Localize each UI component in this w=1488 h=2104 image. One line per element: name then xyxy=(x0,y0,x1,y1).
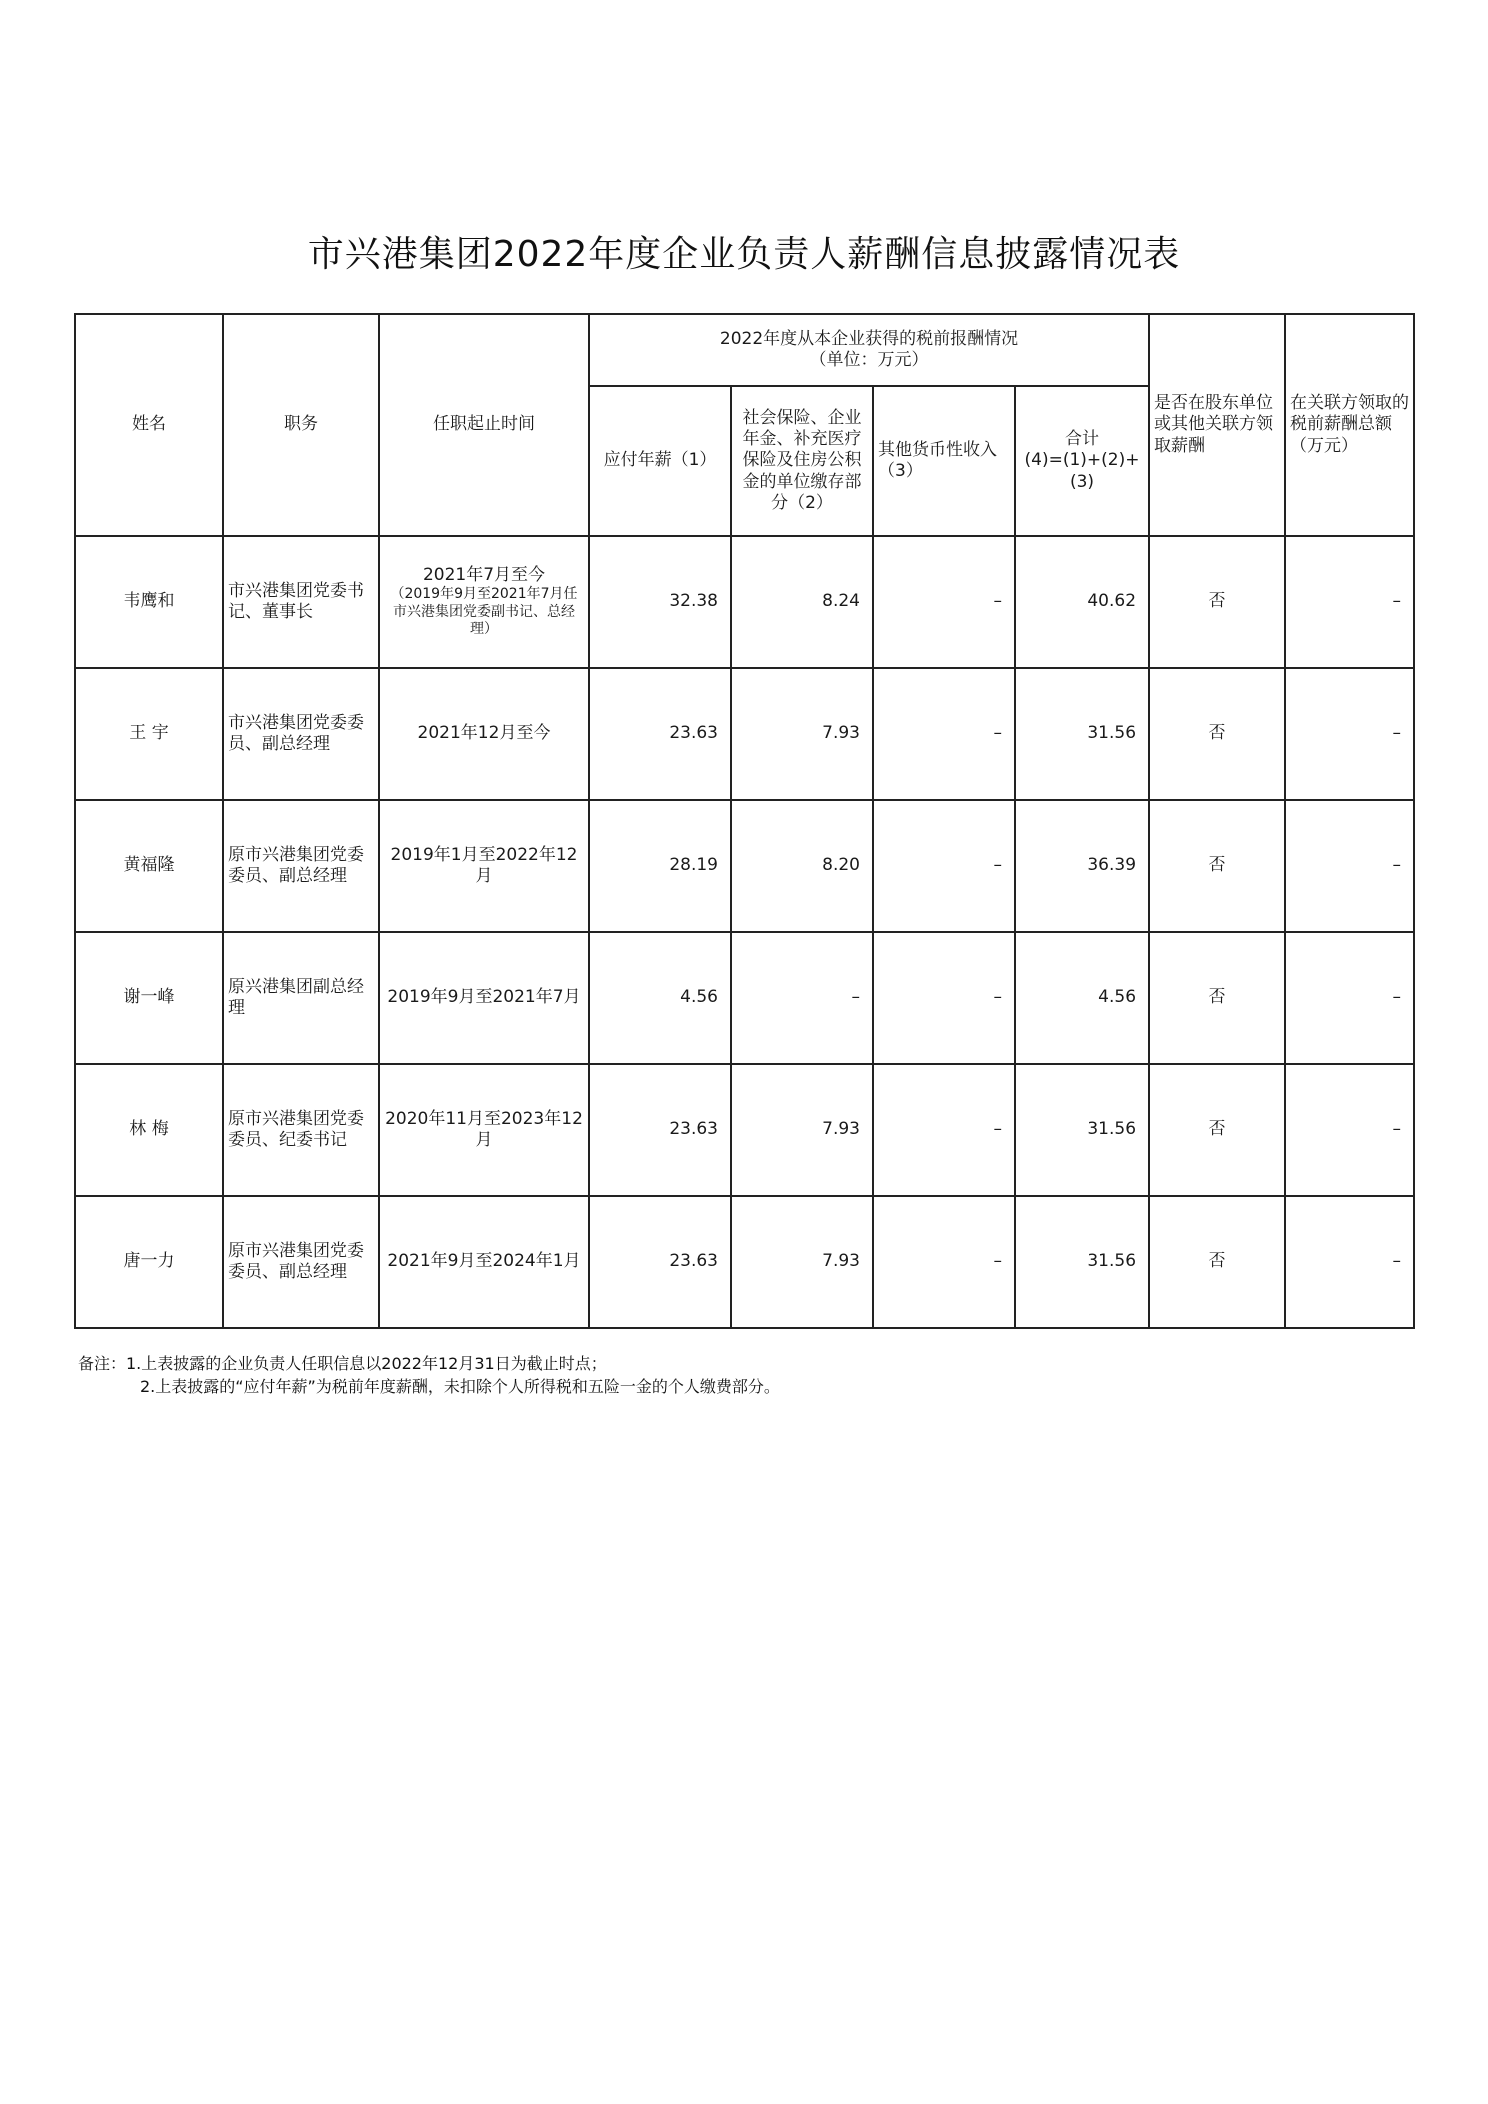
term-main: 2019年9月至2021年7月 xyxy=(387,987,581,1008)
cell-shareholder: 否 xyxy=(1149,536,1285,668)
cell-insurance: 7.93 xyxy=(731,1064,873,1196)
cell-position: 原市兴港集团党委委员、副总经理 xyxy=(223,1196,379,1328)
cell-related: – xyxy=(1285,1196,1414,1328)
cell-related: – xyxy=(1285,1064,1414,1196)
cell-related: – xyxy=(1285,932,1414,1064)
cell-salary: 28.19 xyxy=(589,800,731,932)
header-position: 职务 xyxy=(223,314,379,536)
cell-name: 谢一峰 xyxy=(75,932,223,1064)
table-row xyxy=(75,1064,1414,1196)
cell-term xyxy=(379,536,589,668)
cell-shareholder: 否 xyxy=(1149,1196,1285,1328)
header-total-line2: (4)=(1)+(2)+(3) xyxy=(1024,450,1140,492)
cell-other: – xyxy=(873,800,1015,932)
cell-shareholder: 否 xyxy=(1149,1064,1285,1196)
cell-name: 林 梅 xyxy=(75,1064,223,1196)
cell-insurance: 8.20 xyxy=(731,800,873,932)
page-title: 市兴港集团2022年度企业负责人薪酬信息披露情况表 xyxy=(307,234,1181,275)
cell-insurance: 8.24 xyxy=(731,536,873,668)
cell-other: – xyxy=(873,1064,1015,1196)
cell-related: – xyxy=(1285,668,1414,800)
note-line-1: 备注：1.上表披露的企业负责人任职信息以2022年12月31日为截止时点； xyxy=(78,1354,607,1373)
cell-total: 31.56 xyxy=(1015,668,1149,800)
table-row xyxy=(75,668,1414,800)
cell-position: 原市兴港集团党委委员、副总经理 xyxy=(223,800,379,932)
header-group xyxy=(589,314,1149,386)
term-note: （2019年9月至2021年7月任市兴港集团党委副书记、总经理） xyxy=(390,586,578,638)
term-main: 2019年1月至2022年12月 xyxy=(390,844,578,886)
table-row xyxy=(75,800,1414,932)
cell-total: 36.39 xyxy=(1015,800,1149,932)
cell-name: 唐一力 xyxy=(75,1196,223,1328)
cell-position: 市兴港集团党委书记、董事长 xyxy=(223,536,379,668)
table-row xyxy=(75,536,1414,668)
cell-total: 40.62 xyxy=(1015,536,1149,668)
salary-table xyxy=(74,313,1415,1329)
cell-term xyxy=(379,668,589,800)
cell-position: 原市兴港集团党委委员、纪委书记 xyxy=(223,1064,379,1196)
cell-related: – xyxy=(1285,800,1414,932)
header-shareholder: 是否在股东单位或其他关联方领取薪酬 xyxy=(1149,314,1285,536)
cell-shareholder: 否 xyxy=(1149,932,1285,1064)
header-salary: 应付年薪（1） xyxy=(589,386,731,536)
cell-total: 31.56 xyxy=(1015,1196,1149,1328)
table-row xyxy=(75,1196,1414,1328)
term-main: 2020年11月至2023年12月 xyxy=(385,1108,583,1150)
cell-term xyxy=(379,800,589,932)
cell-salary: 4.56 xyxy=(589,932,731,1064)
term-main: 2021年12月至今 xyxy=(417,723,551,744)
cell-shareholder: 否 xyxy=(1149,668,1285,800)
notes xyxy=(78,1352,1408,1398)
term-main: 2021年7月至今 xyxy=(422,565,546,586)
cell-position: 原兴港集团副总经理 xyxy=(223,932,379,1064)
cell-salary: 23.63 xyxy=(589,668,731,800)
cell-name: 黄福隆 xyxy=(75,800,223,932)
cell-other: – xyxy=(873,1196,1015,1328)
header-name: 姓名 xyxy=(75,314,223,536)
header-total-line1: 合计 xyxy=(1065,429,1099,450)
cell-related: – xyxy=(1285,536,1414,668)
table-row xyxy=(75,932,1414,1064)
cell-term xyxy=(379,1196,589,1328)
cell-term xyxy=(379,932,589,1064)
cell-salary: 23.63 xyxy=(589,1064,731,1196)
cell-term xyxy=(379,1064,589,1196)
header-other: 其他货币性收入（3） xyxy=(873,386,1015,536)
cell-insurance: 7.93 xyxy=(731,1196,873,1328)
cell-name: 王 宇 xyxy=(75,668,223,800)
cell-other: – xyxy=(873,932,1015,1064)
cell-salary: 23.63 xyxy=(589,1196,731,1328)
header-group-line2: （单位：万元） xyxy=(809,350,929,370)
header-row-1 xyxy=(75,314,1414,386)
cell-shareholder: 否 xyxy=(1149,800,1285,932)
cell-position: 市兴港集团党委委员、副总经理 xyxy=(223,668,379,800)
header-related: 在关联方领取的税前薪酬总额（万元） xyxy=(1285,314,1414,536)
cell-insurance: – xyxy=(731,932,873,1064)
header-insurance: 社会保险、企业年金、补充医疗保险及住房公积金的单位缴存部分（2） xyxy=(731,386,873,536)
note-line-2: 2.上表披露的“应付年薪”为税前年度薪酬，未扣除个人所得税和五险一金的个人缴费部分。 xyxy=(140,1377,780,1397)
term-main: 2021年9月至2024年1月 xyxy=(387,1251,581,1272)
cell-salary: 32.38 xyxy=(589,536,731,668)
cell-total: 4.56 xyxy=(1015,932,1149,1064)
cell-insurance: 7.93 xyxy=(731,668,873,800)
cell-other: – xyxy=(873,536,1015,668)
header-total xyxy=(1015,386,1149,536)
cell-other: – xyxy=(873,668,1015,800)
header-term: 任职起止时间 xyxy=(379,314,589,536)
header-group-line1: 2022年度从本企业获得的税前报酬情况 xyxy=(719,328,1019,349)
cell-name: 韦鹰和 xyxy=(75,536,223,668)
cell-total: 31.56 xyxy=(1015,1064,1149,1196)
